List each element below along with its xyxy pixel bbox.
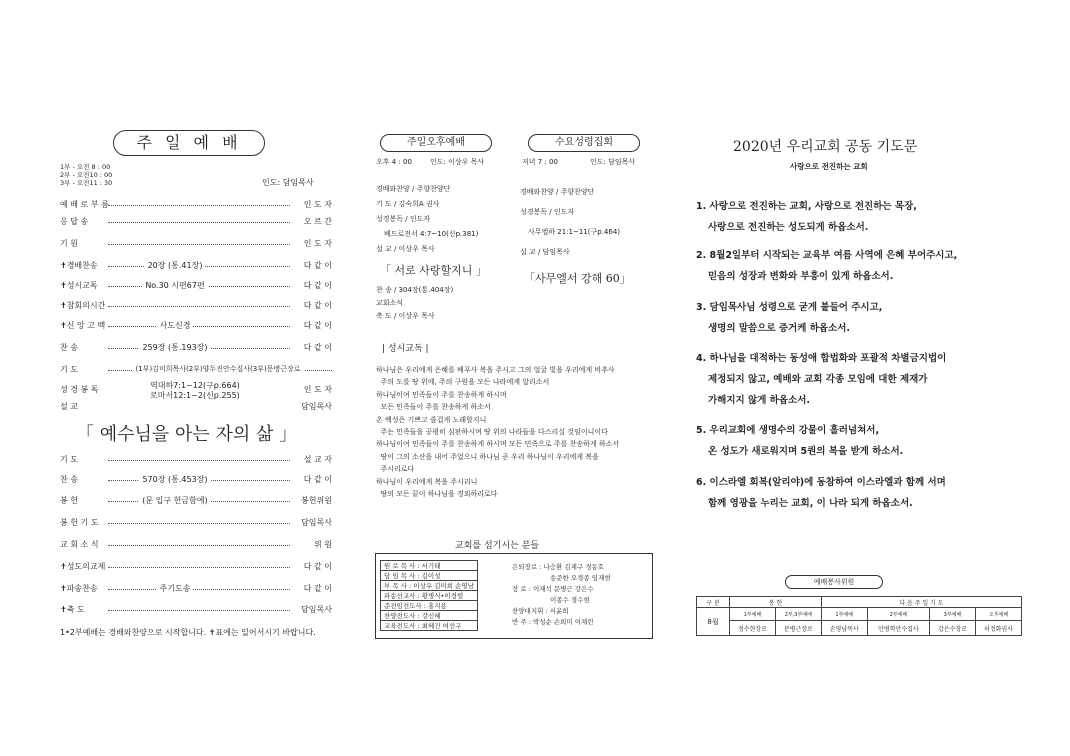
order-row <box>60 583 332 595</box>
order-row <box>60 454 332 466</box>
order-row <box>60 280 332 292</box>
prayer-item <box>696 348 946 411</box>
order-person: 다 같 이 <box>303 301 332 310</box>
order-person: 인 도 자 <box>303 200 332 209</box>
afternoon-line: 베드로전서 4:7~10(신p.381) <box>384 230 479 238</box>
wednesday-time: 저녁 7 : 00 <box>522 158 558 166</box>
prayer-line: 가해지지 않게 하옵소서. <box>708 395 810 406</box>
order-row <box>60 561 332 573</box>
reading-line: 온 백성은 기쁘고 즐겁게 노래할지니 <box>376 415 487 424</box>
order-person: 다 같 이 <box>303 562 332 571</box>
afternoon-line: 설 교 / 이상우 목사 <box>376 245 435 253</box>
duty-subheader: 2부,3부예배 <box>775 608 821 621</box>
servants-right <box>512 562 611 628</box>
servant-entry: 찬양전도사 : 강신혜 <box>381 611 478 621</box>
wednesday-line: 경배와찬양 / 주향찬양단 <box>520 188 595 196</box>
prayer-item <box>696 245 957 287</box>
order-label: ✝파송찬송 <box>60 584 98 593</box>
order-person: 다 같 이 <box>303 321 332 330</box>
order-detail: 259장 (통.193장) <box>139 343 210 352</box>
reading-line: 모든 민족들이 주를 찬송하게 하소서 <box>376 403 491 412</box>
duty-subheader: 1부예배 <box>821 608 867 621</box>
servant-entry: 이종수 경수현 <box>550 596 590 604</box>
order-person: 봉헌위원 <box>301 496 332 505</box>
order-label: 응 답 송 <box>60 217 89 226</box>
prayer-line: 믿음의 성장과 변화와 부흥이 있게 하옵소서. <box>708 271 894 282</box>
duty-cell: 안병학안수집사 <box>867 621 930 636</box>
sermon-row <box>60 401 332 413</box>
duty-month: 8월 <box>697 608 730 636</box>
order-detail: 570장 (통.453장) <box>139 475 210 484</box>
scripture-ref-1: 역대하7:1~12(구p.664) <box>150 381 240 390</box>
order-person: 담임목사 <box>301 605 332 614</box>
order-row <box>60 238 332 250</box>
prayer-line: 온 성도가 새로워지며 5퀀의 복을 받게 하소서. <box>708 446 904 457</box>
afternoon-title: 주일오후예배 <box>407 137 465 148</box>
afternoon-time: 오후 4 : 00 <box>376 158 412 166</box>
order-row <box>60 300 332 312</box>
prayer-line: 1. 사랑으로 전진하는 교회, 사랑으로 전진하는 목장, <box>696 201 917 212</box>
duty-cell: 문병근장로 <box>775 621 821 636</box>
afternoon-order <box>376 182 478 257</box>
order-label: 봉 헌 <box>60 496 78 505</box>
servants-box <box>375 553 653 639</box>
prayer-line: 생명의 말씀으로 증거케 하옵소서. <box>708 323 851 334</box>
prayer-item <box>696 196 917 238</box>
order-row <box>60 495 332 507</box>
servant-entry: 찬양대지휘 : 서윤희 <box>512 607 569 615</box>
afternoon-line: 기 도 / 김숙희A 권사 <box>376 200 440 208</box>
afternoon-line: 성경봉독 / 인도자 <box>376 215 431 223</box>
duty-subheader: 2부예배 <box>867 608 930 621</box>
order-detail: (문 입구 헌금함에) <box>139 496 210 505</box>
reading-line: 주는 민족들을 공평히 심판하시며 땅 위의 나라들을 다스리실 것임이니이다 <box>376 428 608 437</box>
servant-entry: 준전임전도사 : 홍지용 <box>381 601 478 611</box>
order-person: 다 같 이 <box>303 584 332 593</box>
reading-line: 하나님이여 민족들이 주를 찬송하게 하시며 모든 민족으로 주를 찬송하게 하소서 <box>376 440 620 449</box>
afternoon-line: 찬 송 / 304장(통.404장) <box>376 286 454 294</box>
order-row <box>60 517 332 529</box>
duty-title: 예배봉사위원 <box>813 578 855 586</box>
prayer-item <box>696 297 882 339</box>
main-service-title: 주 일 예 배 <box>136 133 242 152</box>
prayer-line: 6. 이스라엘 회복(알리야)에 동참하여 이스라엘과 함께 서며 <box>696 477 946 488</box>
scripture-refs <box>150 381 240 401</box>
servant-entry: 파송선교사 : 황병식•이경렬 <box>381 591 478 601</box>
order-label: 교 회 소 식 <box>60 540 99 549</box>
reading-line: 하나님이 우리에게 복을 주시리니 <box>376 477 478 486</box>
reading-title: | 성시교독 | <box>382 344 429 354</box>
order-detail: 사도신경 <box>157 321 194 330</box>
order-person: 오 르 간 <box>303 217 332 226</box>
order-row <box>60 199 332 211</box>
servants-left-table <box>380 560 478 631</box>
reading-line: 주시리로다 <box>376 465 415 474</box>
scripture-ref-2: 로마서12:1~2(신p.255) <box>150 391 240 400</box>
order-person: 다 같 이 <box>303 261 332 270</box>
order-row <box>60 604 332 616</box>
afternoon-line: 경배와찬양 / 주향찬양단 <box>376 185 451 193</box>
main-footnote: 1•2부예배는 경배와찬양으로 시작합니다. ✝표에는 일어서시기 바랍니다. <box>60 628 316 637</box>
afternoon-line: 교회소식 <box>376 299 404 307</box>
duty-header: 봉 헌 <box>730 597 822 608</box>
main-service-leader: 인도: 담임목사 <box>262 178 314 187</box>
servant-entry: 송준한 오경종 임재현 <box>550 574 611 582</box>
duty-subheader: 오후예배 <box>976 608 1022 621</box>
servant-entry: 은퇴장로 : 나승환 김재구 경동호 <box>512 563 605 571</box>
duty-subheader: 3부예배 <box>930 608 976 621</box>
order-label: ✝성도의교제 <box>60 562 106 571</box>
order-label: 기 원 <box>60 239 78 248</box>
reading-line: 땅의 모든 끝이 하나님을 경외하리로다 <box>376 490 498 499</box>
order-row <box>60 216 332 228</box>
wednesday-leader: 인도: 담임목사 <box>590 158 636 166</box>
servant-entry: 반 주 : 박성순 손희미 이채린 <box>512 618 594 626</box>
prayer-item <box>696 472 946 514</box>
main-sermon-title: 「 예수님을 아는 자의 삶 」 <box>76 424 298 445</box>
afternoon-order-2 <box>376 284 453 323</box>
wednesday-order <box>520 182 620 262</box>
prayer-line: 함께 영광을 누리는 교회, 이 나라 되게 하옵소서. <box>708 498 913 509</box>
afternoon-sermon-title: 「 서로 사랑할지니 」 <box>380 264 487 277</box>
prayer-item <box>696 420 903 462</box>
service-time-2: 2부 - 오전10 : 00 <box>60 171 113 179</box>
scripture-row <box>60 381 332 403</box>
reading-text <box>376 364 619 500</box>
afternoon-leader: 인도: 이상우 목사 <box>430 158 485 166</box>
order-label: ✝성시교독 <box>60 281 98 290</box>
order-person: 인 도 자 <box>303 239 332 248</box>
duty-cell: 허정화권사 <box>976 621 1022 636</box>
duty-cell: 정수현장로 <box>730 621 776 636</box>
order-detail: (1부)김미희목사(2부)양두진안수집사(3부)문병근장로 <box>133 365 304 373</box>
order-row <box>60 260 332 272</box>
prayer-line: 4. 하나님을 대적하는 동성애 합법화와 포괄적 차별금지법이 <box>696 353 947 364</box>
order-person: 담임목사 <box>301 402 332 411</box>
order-label: 예 배 로 부 름 <box>60 200 109 209</box>
servant-entry: 부 목 사 : 이상우 김미희 손영남 <box>381 581 478 591</box>
scripture-label: 성 경 봉 독 <box>60 385 99 394</box>
servant-entry: 담 임 목 사 : 김이성 <box>381 571 478 581</box>
prayer-line: 사랑으로 전진하는 성도되게 하옵소서. <box>708 222 869 233</box>
prayer-line: 제정되지 않고, 예배와 교회 각종 모임에 대한 제재가 <box>708 374 928 385</box>
order-label: ✝경배찬송 <box>60 261 98 270</box>
wednesday-title-box <box>528 134 640 152</box>
order-person: 담임목사 <box>301 518 332 527</box>
order-label: 봉 헌 기 도 <box>60 518 99 527</box>
order-label: 기 도 <box>60 455 78 464</box>
wednesday-line: 성경봉독 / 인도자 <box>520 208 575 216</box>
order-label: 찬 송 <box>60 475 78 484</box>
order-person: 위 원 <box>314 540 332 549</box>
order-row <box>60 474 332 486</box>
scripture-person: 인 도 자 <box>303 385 332 394</box>
order-person: 다 같 이 <box>303 343 332 352</box>
prayer-title: 2020년 우리교회 공동 기도문 <box>733 139 918 155</box>
order-label: ✝신 앙 고 백 <box>60 321 106 330</box>
order-person: 다 같 이 <box>303 281 332 290</box>
duty-subheader: 1부예배 <box>730 608 776 621</box>
order-label: 설 교 <box>60 402 78 411</box>
wednesday-title: 수요성령집회 <box>555 137 613 148</box>
duty-cell: 강은수장로 <box>930 621 976 636</box>
reading-line: 하나님이여 민족들이 주를 찬송하게 하시며 <box>376 390 507 399</box>
order-row <box>60 539 332 551</box>
prayer-line: 5. 우리교회에 생명수의 강물이 흘러넘쳐서, <box>696 425 880 436</box>
order-detail: 주기도송 <box>157 584 194 593</box>
servants-title: 교회를 섬기시는 분들 <box>455 541 539 551</box>
main-service-title-box <box>113 130 265 156</box>
order-label: 기 도 <box>60 365 78 374</box>
duty-title-box <box>785 575 883 589</box>
afternoon-line: 축 도 / 이상우 목사 <box>376 312 435 320</box>
prayer-line: 2. 8월2일부터 시작되는 교육부 여름 사역에 은혜 부어주시고, <box>696 250 958 261</box>
afternoon-title-box <box>380 134 492 152</box>
servant-entry: 교육전도사 : 최혜건 여선구 <box>381 621 478 631</box>
order-row <box>60 364 332 376</box>
order-label: ✝축 도 <box>60 605 85 614</box>
order-person: 다 같 이 <box>303 475 332 484</box>
service-times <box>60 163 112 187</box>
order-label: 찬 송 <box>60 343 78 352</box>
order-label: ✝참회의시간 <box>60 301 106 310</box>
reading-line: 하나님은 우리에게 은혜를 베푸사 복을 주시고 그의 얼굴 빛을 우리에게 비추사 <box>376 366 615 374</box>
duty-cell: 손영남목사 <box>821 621 867 636</box>
wednesday-line: 사무엘하 21:1~11(구p.464) <box>528 228 621 236</box>
service-time-3: 3부 - 오전11 : 30 <box>60 179 113 187</box>
duty-table <box>696 596 1022 636</box>
order-person: 설 교 자 <box>303 455 332 464</box>
wednesday-line: 설 교 / 담임목사 <box>520 248 570 256</box>
duty-header: 구 분 <box>697 597 730 608</box>
servant-entry: 장 로 : 이재석 문병근 강은수 <box>512 585 594 593</box>
prayer-subtitle: 사랑으로 전진하는 교회 <box>790 162 868 171</box>
order-row <box>60 342 332 354</box>
prayer-line: 3. 담임목사님 성령으로 굳게 붙들어 주시고, <box>696 302 883 313</box>
reading-line: 땅이 그의 소산을 내어 주었으니 하나님 곧 우리 하나님이 우리에게 복을 <box>376 452 599 461</box>
order-detail: 20장 (통.41장) <box>145 261 206 270</box>
service-time-1: 1부 - 오전 8 : 00 <box>60 163 111 171</box>
reading-line: 주의 도를 땅 위에, 주의 구원을 모든 나라에게 알리소서 <box>376 378 550 387</box>
duty-header: 다 음 주 일 기 도 <box>821 597 1021 608</box>
order-row <box>60 320 332 332</box>
order-detail: No.30 시편67편 <box>142 281 207 290</box>
servant-entry: 원 로 목 사 : 서기태 <box>381 561 478 571</box>
wednesday-sermon-title: 「사무엘서 강해 60」 <box>524 272 631 285</box>
